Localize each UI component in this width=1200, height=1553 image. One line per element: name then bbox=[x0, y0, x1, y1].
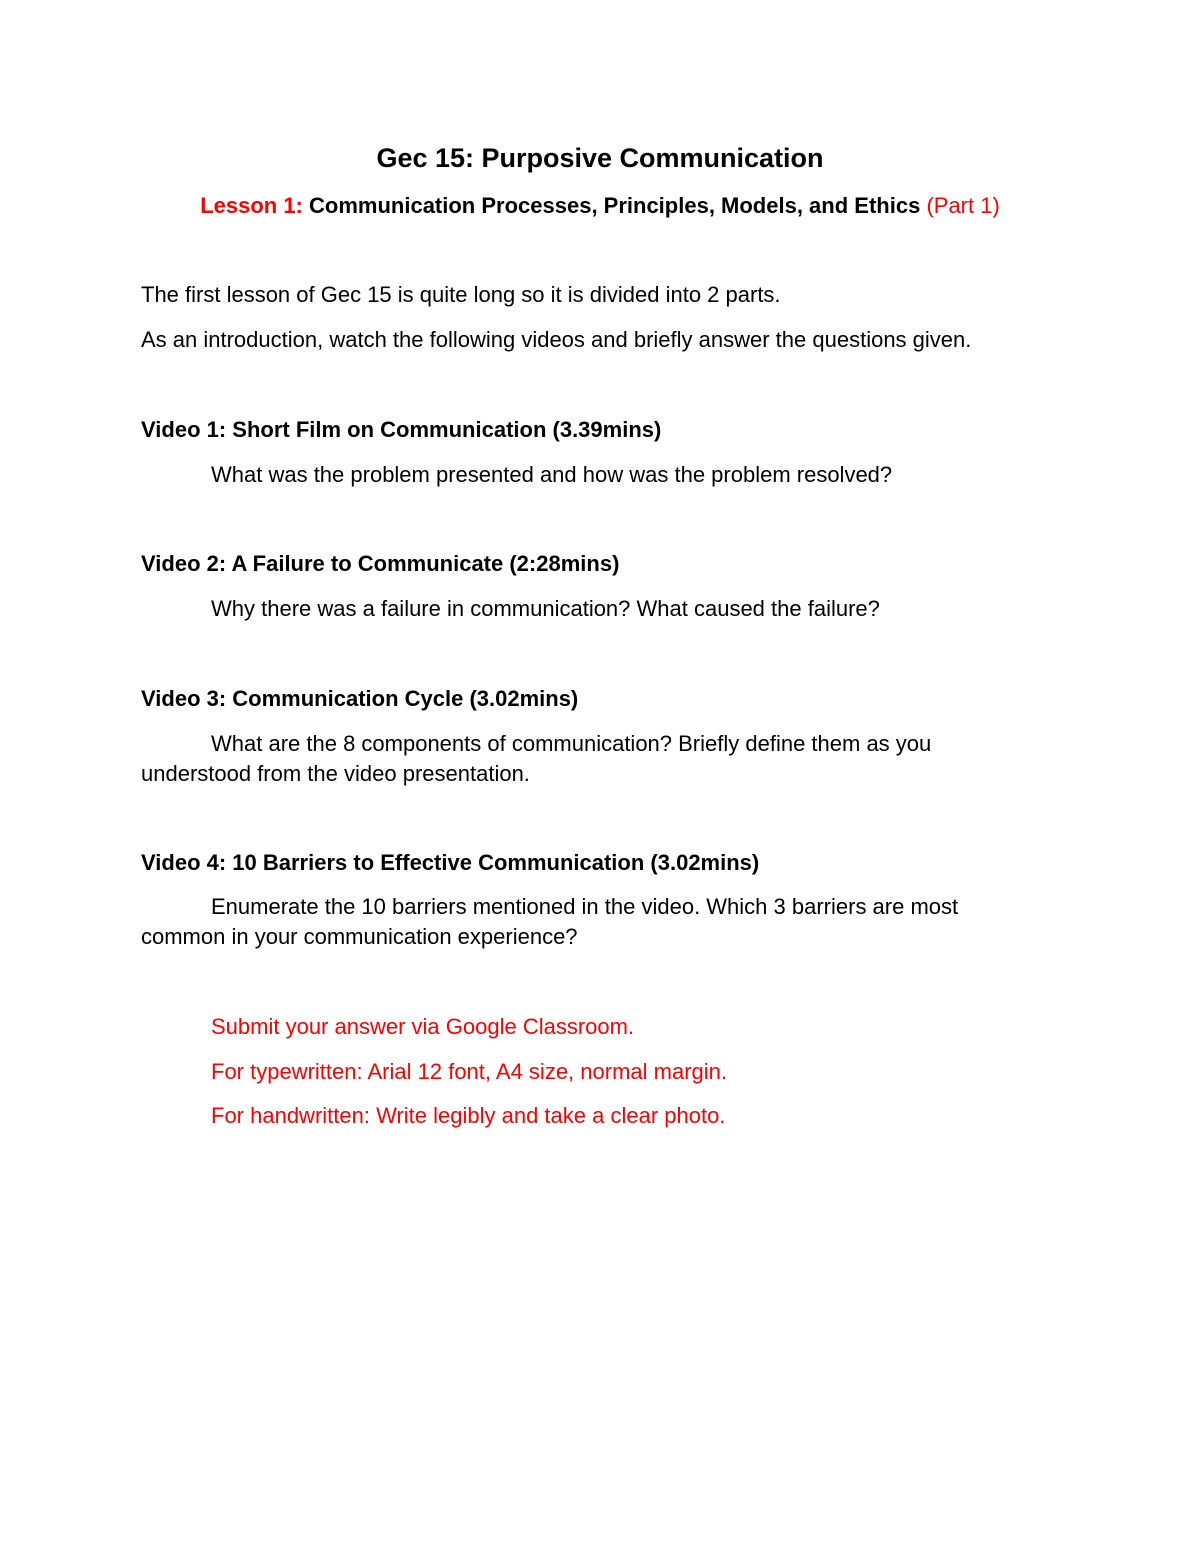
video-3-heading: Video 3: Communication Cycle (3.02mins) bbox=[141, 686, 579, 711]
video-4-question: Enumerate the 10 barriers mentioned in the video. Which 3 barriers are most common in your communication experience? bbox=[141, 894, 959, 949]
lesson-label: Lesson 1: bbox=[200, 193, 303, 218]
intro-line-2: As an introduction, watch the following videos and briefly answer the questions given. bbox=[141, 327, 972, 352]
lesson-topic: Communication Processes, Principles, Models, and Ethics bbox=[309, 193, 921, 218]
video-2-heading: Video 2: A Failure to Communicate (2:28mins) bbox=[141, 551, 620, 576]
video-1-heading: Video 1: Short Film on Communication (3.39mins) bbox=[141, 417, 662, 442]
video-3-question: What are the 8 components of communication? Briefly define them as you understood from the video presentation. bbox=[141, 731, 932, 786]
typewritten-instruction: For typewritten: Arial 12 font, A4 size, normal margin. bbox=[211, 1059, 728, 1084]
handwritten-instruction: For handwritten: Write legibly and take a clear photo. bbox=[211, 1103, 726, 1128]
video-4-heading: Video 4: 10 Barriers to Effective Communication (3.02mins) bbox=[141, 850, 760, 875]
lesson-part: (Part 1) bbox=[926, 193, 1000, 218]
intro-line-1: The first lesson of Gec 15 is quite long so it is divided into 2 parts. bbox=[141, 282, 781, 307]
lesson-subtitle bbox=[0, 191, 1200, 221]
video-2-question: Why there was a failure in communication? What caused the failure? bbox=[211, 596, 880, 621]
document-title: Gec 15: Purposive Communication bbox=[376, 143, 824, 173]
video-1-question: What was the problem presented and how was the problem resolved? bbox=[211, 462, 893, 487]
submit-instruction: Submit your answer via Google Classroom. bbox=[211, 1014, 635, 1039]
